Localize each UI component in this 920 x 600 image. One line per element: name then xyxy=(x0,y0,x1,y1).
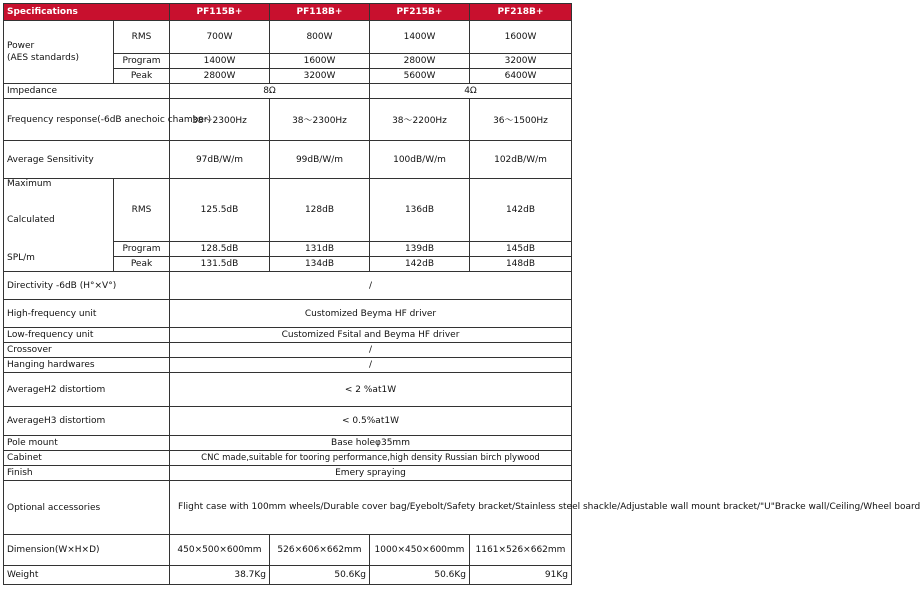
power-value: 700W xyxy=(170,21,270,54)
h2-label: AverageH2 distortiom xyxy=(4,373,170,407)
weight-value: 91Kg xyxy=(470,566,572,585)
power-value: 3200W xyxy=(270,69,370,84)
power-value: 2800W xyxy=(170,69,270,84)
sensitivity-row xyxy=(4,141,572,179)
spl-value: 142dB xyxy=(470,179,572,242)
sensitivity-value: 100dB/W/m xyxy=(370,141,470,179)
header-model: PF115B+ xyxy=(170,4,270,21)
impedance-value-left: 8Ω xyxy=(170,84,370,99)
hf-unit-value: Customized Beyma HF driver xyxy=(170,300,572,328)
pole-label: Pole mount xyxy=(4,436,170,451)
h3-label: AverageH3 distortiom xyxy=(4,407,170,436)
power-value: 6400W xyxy=(470,69,572,84)
dimension-value: 1000×450×600mm xyxy=(370,535,470,566)
header-model: PF118B+ xyxy=(270,4,370,21)
pole-row xyxy=(4,436,572,451)
cabinet-value: CNC made,suitable for tooring performance,high density Russian birch plywood xyxy=(170,451,572,466)
frequency-value: 36～1500Hz xyxy=(470,99,572,141)
pole-value: Base holeφ35mm xyxy=(170,436,572,451)
spl-value: 128dB xyxy=(270,179,370,242)
header-model: PF215B+ xyxy=(370,4,470,21)
power-rms-row xyxy=(4,21,572,54)
spl-label-line2: Calculated xyxy=(7,215,55,225)
weight-value: 38.7Kg xyxy=(170,566,270,585)
power-sub-label: Program xyxy=(114,54,170,69)
spl-sub-label: RMS xyxy=(114,179,170,242)
spl-value: 131.5dB xyxy=(170,257,270,272)
h3-value: < 0.5%at1W xyxy=(170,407,572,436)
lf-unit-value: Customized Fsital and Beyma HF driver xyxy=(170,328,572,343)
sensitivity-label: Average Sensitivity xyxy=(4,141,170,179)
spl-sub-label: Program xyxy=(114,242,170,257)
header-model: PF218B+ xyxy=(470,4,572,21)
accessories-label: Optional accessories xyxy=(4,481,170,535)
h2-value: < 2 %at1W xyxy=(170,373,572,407)
h3-row xyxy=(4,407,572,436)
power-value: 2800W xyxy=(370,54,470,69)
weight-row xyxy=(4,566,572,585)
power-value: 1600W xyxy=(270,54,370,69)
power-value: 1400W xyxy=(370,21,470,54)
lf-unit-label: Low-frequency unit xyxy=(4,328,170,343)
spl-value: 145dB xyxy=(470,242,572,257)
cabinet-label: Cabinet xyxy=(4,451,170,466)
spl-label-line1: Maximum xyxy=(7,179,52,189)
spl-label-line3: SPL/m xyxy=(7,253,35,263)
power-sub-label: RMS xyxy=(114,21,170,54)
dimension-value: 450×500×600mm xyxy=(170,535,270,566)
power-sub-label: Peak xyxy=(114,69,170,84)
spl-label xyxy=(4,179,114,272)
dimension-label: Dimension(W×H×D) xyxy=(4,535,170,566)
impedance-label: Impedance xyxy=(4,84,170,99)
finish-value: Emery spraying xyxy=(170,466,572,481)
spl-sub-label: Peak xyxy=(114,257,170,272)
h2-row xyxy=(4,373,572,407)
header-specifications: Specifications xyxy=(4,4,170,21)
hanging-label: Hanging hardwares xyxy=(4,358,170,373)
finish-row xyxy=(4,466,572,481)
dimension-value: 1161×526×662mm xyxy=(470,535,572,566)
spl-value: 134dB xyxy=(270,257,370,272)
crossover-row xyxy=(4,343,572,358)
lf-unit-row xyxy=(4,328,572,343)
power-value: 1400W xyxy=(170,54,270,69)
spl-rms-row xyxy=(4,179,572,242)
impedance-value-right: 4Ω xyxy=(370,84,572,99)
sensitivity-value: 97dB/W/m xyxy=(170,141,270,179)
accessories-value: Flight case with 100mm wheels/Durable cover bag/Eyebolt/Safety bracket/Stainless steel shackle/Adjustable wall mount bracket/"U"Bracke wall/Ceiling/Wheel board xyxy=(170,481,572,535)
crossover-value: / xyxy=(170,343,572,358)
frequency-value: 38～2300Hz xyxy=(170,99,270,141)
hf-unit-row xyxy=(4,300,572,328)
accessories-row xyxy=(4,481,572,535)
hanging-row xyxy=(4,358,572,373)
directivity-label: Directivity -6dB (H°×V°) xyxy=(4,272,170,300)
spl-value: 139dB xyxy=(370,242,470,257)
weight-value: 50.6Kg xyxy=(270,566,370,585)
dimension-row xyxy=(4,535,572,566)
hf-unit-label: High-frequency unit xyxy=(4,300,170,328)
weight-label: Weight xyxy=(4,566,170,585)
power-label-line1: Power xyxy=(7,41,35,51)
power-value: 5600W xyxy=(370,69,470,84)
impedance-row xyxy=(4,84,572,99)
power-label xyxy=(4,21,114,84)
frequency-value: 38～2300Hz xyxy=(270,99,370,141)
hanging-value: / xyxy=(170,358,572,373)
weight-value: 50.6Kg xyxy=(370,566,470,585)
dimension-value: 526×606×662mm xyxy=(270,535,370,566)
frequency-value: 38～2200Hz xyxy=(370,99,470,141)
sensitivity-value: 99dB/W/m xyxy=(270,141,370,179)
spl-value: 131dB xyxy=(270,242,370,257)
power-value: 3200W xyxy=(470,54,572,69)
sensitivity-value: 102dB/W/m xyxy=(470,141,572,179)
frequency-label: Frequency response(-6dB anechoic chamber) xyxy=(4,99,170,141)
spl-value: 142dB xyxy=(370,257,470,272)
power-value: 800W xyxy=(270,21,370,54)
directivity-value: / xyxy=(170,272,572,300)
spl-value: 148dB xyxy=(470,257,572,272)
spl-value: 125.5dB xyxy=(170,179,270,242)
crossover-label: Crossover xyxy=(4,343,170,358)
cabinet-row xyxy=(4,451,572,466)
specifications-table xyxy=(3,3,920,585)
finish-label: Finish xyxy=(4,466,170,481)
directivity-row xyxy=(4,272,572,300)
power-label-line2: (AES standards) xyxy=(7,53,80,63)
power-value: 1600W xyxy=(470,21,572,54)
spl-value: 136dB xyxy=(370,179,470,242)
frequency-row xyxy=(4,99,572,141)
header-row xyxy=(4,4,572,21)
spl-value: 128.5dB xyxy=(170,242,270,257)
